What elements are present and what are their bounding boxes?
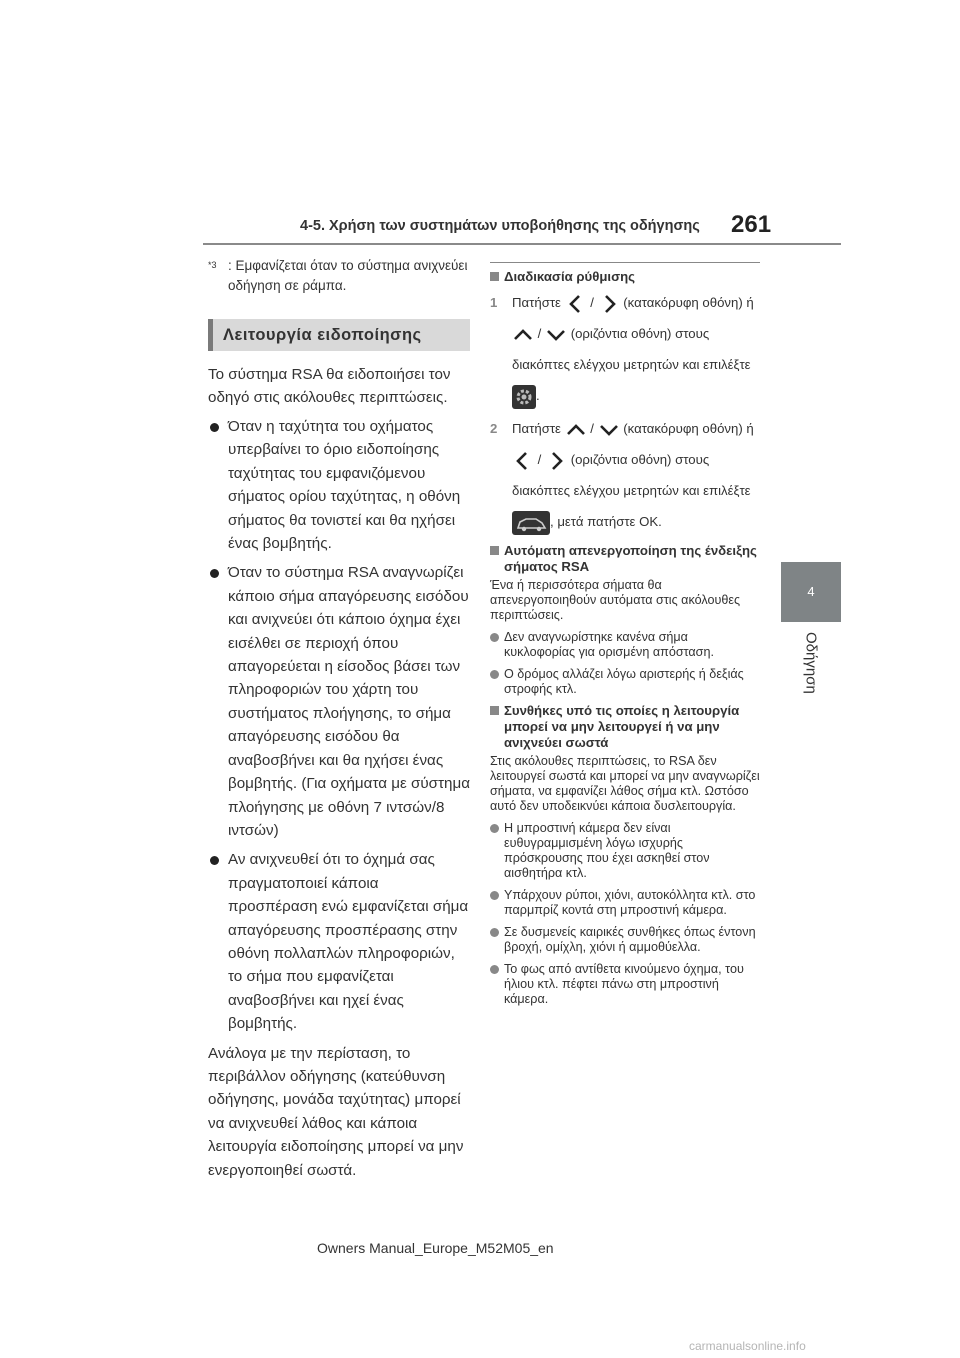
list-item: Υπάρχουν ρύποι, χιόνι, αυτοκόλλητα κτλ. στο παρμπρίζ κοντά στη μπροστινή κάμερα. (490, 888, 760, 918)
setup-heading: Διαδικασία ρύθμισης (490, 269, 760, 285)
auto-off-text: Ένα ή περισσότερα σήματα θα απενεργοποιηθούν αυτόματα στις ακόλουθες περιπτώσεις. (490, 578, 741, 622)
step-then: , μετά πατήστε (550, 514, 636, 529)
closing-paragraph: Ανάλογα με την περίσταση, το περιβάλλον οδήγησης (κατεύθυνση οδήγησης, μονάδα ταχύτητας) μπορεί να ανιχνευθεί λάθος και κάποια λειτουργία ειδοποίησης μπορεί να μην ενεργοποιηθεί σωστά. (208, 1044, 464, 1179)
chapter-label: Οδήγηση (802, 632, 820, 694)
manual-footer-label: Owners Manual_Europe_M52M05_en (317, 1240, 554, 1256)
step-end: . (536, 388, 540, 403)
left-column (208, 256, 470, 1197)
footnote-text: : Εμφανίζεται όταν το σύστημα ανιχνεύει οδήγηση σε ράμπα. (228, 258, 468, 293)
ok-button-label: OK (639, 514, 659, 529)
right-top-rule (490, 262, 760, 263)
list-item: Σε δυσμενείς καιρικές συνθήκες όπως έντονη βροχή, ομίχλη, χιόνι ή αμμοθύελλα. (490, 925, 760, 955)
auto-off-list (490, 630, 760, 697)
step-text-press: Πατήστε (512, 421, 561, 436)
step-slash: / (590, 421, 594, 436)
auto-off-heading: Αυτόματη απενεργοποίηση της ένδειξης σήματος RSA (490, 543, 760, 575)
chevron-up-icon (512, 324, 534, 346)
step-text-press: Πατήστε (512, 295, 561, 310)
conditions-list (490, 821, 760, 1007)
step-text-horizontal: (οριζόντια οθόνη) (570, 326, 672, 341)
chevron-down-icon (545, 324, 567, 346)
step-text-vertical: (κατακόρυφη οθόνη) ή (623, 295, 754, 310)
list-item: Η μπροστινή κάμερα δεν είναι ευθυγραμμισμένη λόγω ισχυρής πρόσκρουσης που έχει ασκηθεί στον αισθητήρα κτλ. (490, 821, 760, 881)
conditions-heading: Συνθήκες υπό τις οποίες η λειτουργία μπορεί να μην λειτουργεί ή να μην ανιχνεύει σωστά (490, 703, 760, 751)
step-slash: / (537, 452, 542, 467)
rsa-car-icon (512, 511, 550, 535)
list-item: Όταν η ταχύτητα του οχήματος υπερβαίνει το όριο ειδοποίησης ταχύτητας του εμφανιζόμενου σήματος ορίου ταχύτητας, η οθόνη σήματος θα τονιστεί και θα ηχήσει ένας βομβητής. (208, 415, 470, 555)
list-item: Όταν το σύστημα RSA αναγνωρίζει κάποιο σήμα απαγόρευσης εισόδου και ανιχνεύει ότι κάποιο όχημα έχει εισέλθει σε περιοχή όπου απαγορεύεται η είσοδος βάσει των πληροφοριών του χάρτη του συστήματος πλοήγησης, το σήμα απαγόρευσης εισόδου θα αναβοσβήνει και θα ηχήσει ένας βομβητής. (Για οχήματα με σύστημα πλοήγησης με οθόνη 7 ιντσών/8 ιντσών) (208, 561, 470, 842)
step-text-horizontal: (οριζόντια οθόνη) (570, 452, 672, 467)
step-text-rest: στους διακόπτες ελέγχου μετρητών και επιλέξτε (512, 452, 751, 498)
chevron-right-icon (598, 293, 620, 315)
step-text-rest: στους διακόπτες ελέγχου μετρητών και επιλέξτε (512, 326, 751, 372)
chevron-left-icon (565, 293, 587, 315)
settings-gear-icon (512, 385, 536, 409)
list-item: Το φως από αντίθετα κινούμενο όχημα, του ήλιου κτλ. πέφτει πάνω στη μπροστινή κάμερα. (490, 962, 760, 1007)
chapter-tab: 4 (781, 562, 841, 622)
chevron-left-icon (512, 450, 534, 472)
footnote-mark: *3 (208, 260, 217, 270)
watermark-text: carmanualsonline.info (689, 1339, 806, 1353)
step-text-vertical: (κατακόρυφη οθόνη) ή (623, 421, 754, 436)
chevron-up-icon (565, 419, 587, 441)
chevron-right-icon (545, 450, 567, 472)
list-item: Ο δρόμος αλλάζει λόγω αριστερής ή δεξιάς στροφής κτλ. (490, 667, 760, 697)
footnote (208, 256, 470, 296)
step-number: 2 (490, 421, 498, 436)
setup-step-2 (490, 413, 760, 537)
alert-case-list (208, 415, 470, 1036)
list-item: Αν ανιχνευθεί ότι το όχημά σας πραγματοποιεί κάποια προσπέραση ενώ εμφανίζεται σήμα απαγόρευσης προσπέρασης στην οθόνη πολλαπλών πληροφοριών, το σήμα που εμφανίζεται αναβοσβήνει και ηχεί ένας βομβητής. (208, 848, 470, 1035)
header-divider (203, 243, 841, 245)
section-heading-box (208, 319, 470, 351)
step-slash: / (590, 295, 594, 310)
list-item: Δεν αναγνωρίστηκε κανένα σήμα κυκλοφορίας για ορισμένη απόσταση. (490, 630, 760, 660)
step-end: . (658, 514, 662, 529)
conditions-text: Στις ακόλουθες περιπτώσεις, το RSA δεν λειτουργεί σωστά και μπορεί να μην αναγνωρίζει σήματα, να εμφανίζει λάθος σήμα κτλ. Ωστόσο αυτό δεν υποδεικνύει κάποια δυσλειτουργία. (490, 754, 760, 813)
step-slash: / (537, 326, 542, 341)
right-column (490, 262, 760, 1007)
setup-step-1 (490, 287, 760, 411)
section-header-title: 4-5. Χρήση των συστημάτων υποβοήθησης της οδήγησης (300, 218, 700, 234)
page-number: 261 (731, 211, 772, 238)
step-number: 1 (490, 295, 498, 310)
section-heading: Λειτουργία ειδοποίησης (223, 325, 422, 344)
chevron-down-icon (598, 419, 620, 441)
intro-paragraph: Το σύστημα RSA θα ειδοποιήσει τον οδηγό στις ακόλουθες περιπτώσεις. (208, 366, 451, 406)
